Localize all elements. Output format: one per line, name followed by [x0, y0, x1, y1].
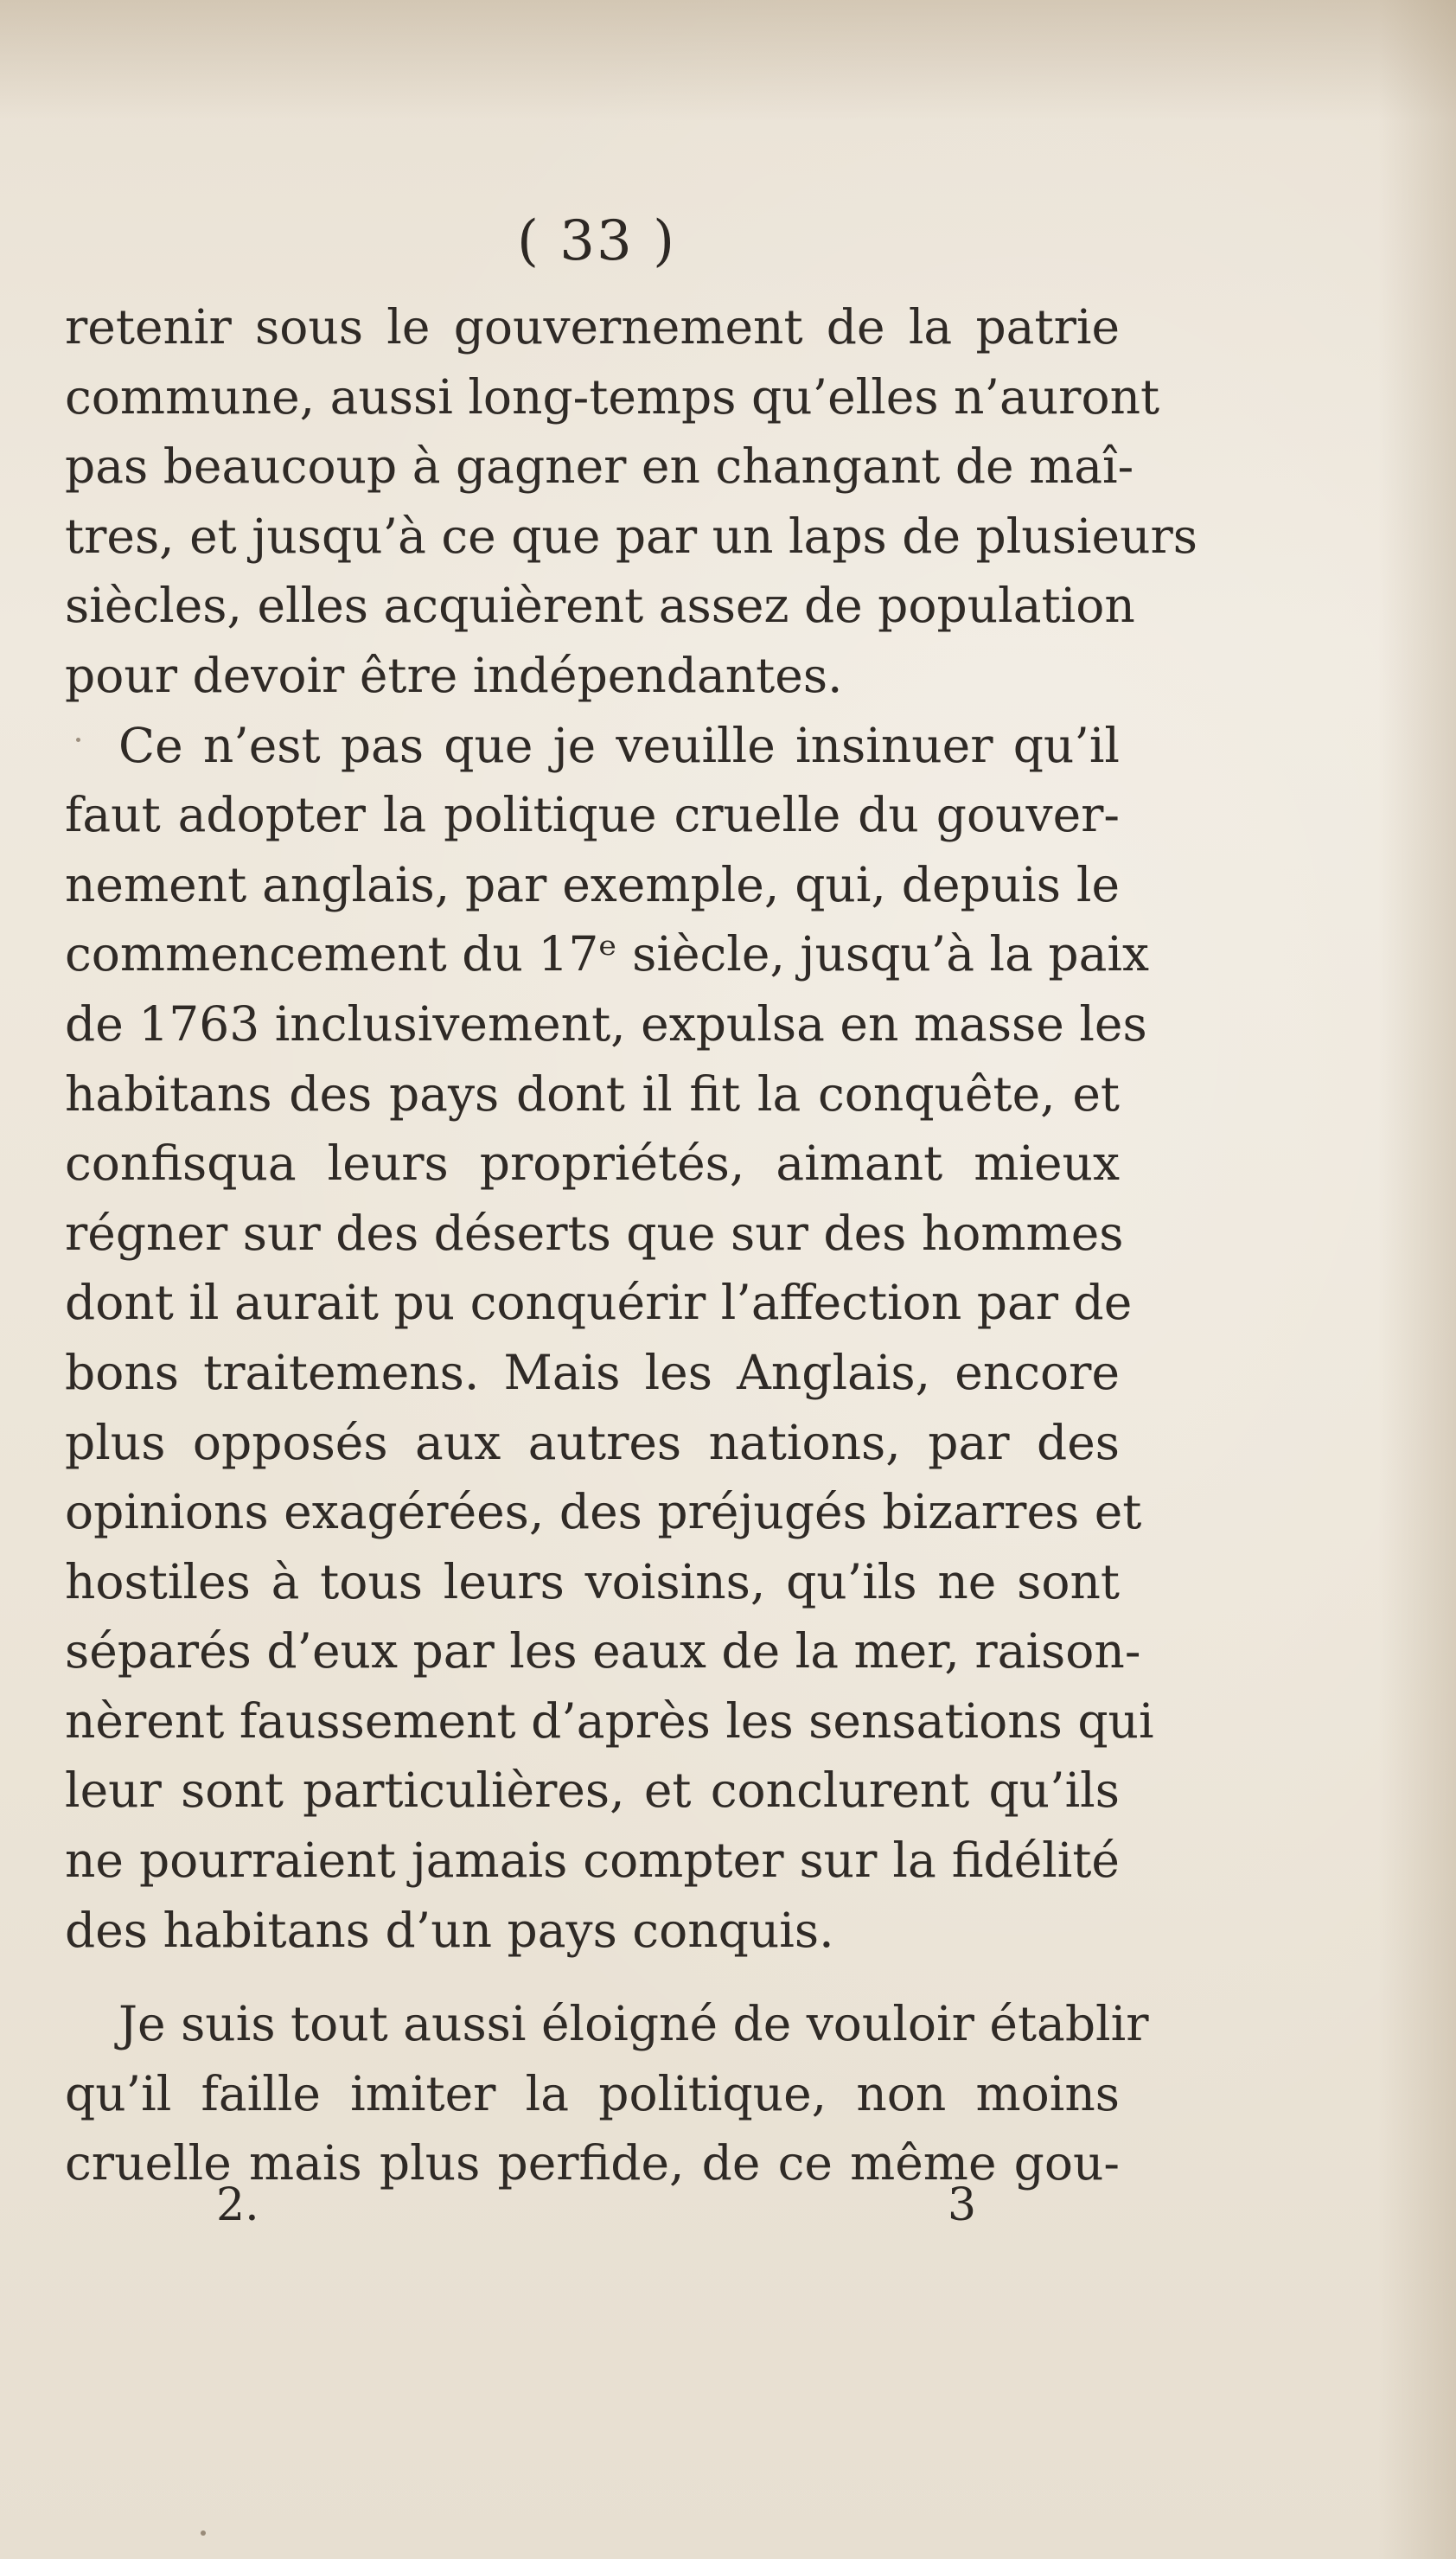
text-line: siècles, elles acquièrent assez de population	[65, 578, 1135, 634]
text-line: confisqua leurs propriétés, aimant mieux	[65, 1136, 1120, 1192]
foxing-spot	[201, 2530, 206, 2536]
text-line: habitans des pays dont il fit la conquête, et	[65, 1065, 1120, 1122]
page-footer	[0, 2179, 1456, 2240]
signature-mark: 2.	[216, 2179, 259, 2231]
text-line: commune, aussi long-temps qu’elles n’auront	[65, 368, 1160, 425]
text-line: pas beaucoup à gagner en changant de maî-	[65, 438, 1134, 495]
body-text	[65, 292, 1198, 2198]
text-line: Ce n’est pas que je veuille insinuer qu’il	[118, 717, 1120, 773]
text-line: régner sur des déserts que sur des hommes	[65, 1205, 1124, 1261]
text-line: dont il aurait pu conquérir l’affection par de	[65, 1275, 1133, 1331]
text-line: commencement du 17ᵉ siècle, jusqu’à la paix	[65, 926, 1149, 982]
text-line: nement anglais, par exemple, qui, depuis le	[65, 856, 1120, 912]
text-line: opinions exagérées, des préjugés bizarres et	[65, 1484, 1142, 1540]
text-line: retenir sous le gouvernement de la patrie	[65, 299, 1120, 355]
text-line: cruelle mais plus perfide, de ce même gou-	[65, 2135, 1120, 2191]
text-line: leur sont particulières, et conclurent qu’ils	[65, 1763, 1120, 1819]
text-line: qu’il faille imiter la politique, non moins	[65, 2065, 1120, 2121]
page-number-header: ( 33 )	[516, 209, 677, 273]
text-line: nèrent faussement d’après les sensations qui	[65, 1692, 1154, 1749]
folio-number: 3	[948, 2179, 977, 2231]
text-line: séparés d’eux par les eaux de la mer, raison-	[65, 1623, 1141, 1679]
text-line: ne pourraient jamais compter sur la fidélité	[65, 1833, 1120, 1889]
text-line: pour devoir être indépendantes.	[65, 647, 843, 703]
text-line: hostiles à tous leurs voisins, qu’ils ne sont	[65, 1553, 1120, 1609]
text-line: bons traitemens. Mais les Anglais, encore	[65, 1344, 1120, 1400]
text-line: de 1763 inclusivement, expulsa en masse les	[65, 995, 1147, 1052]
text-line: plus opposés aux autres nations, par des	[65, 1414, 1120, 1470]
text-line: faut adopter la politique cruelle du gouver-	[65, 787, 1120, 843]
text-line: tres, et jusqu’à ce que par un laps de plusieurs	[65, 508, 1198, 564]
text-line: des habitans d’un pays conquis.	[65, 1902, 834, 1958]
text-line: Je suis tout aussi éloigné de vouloir établir	[118, 1996, 1149, 2052]
foxing-spot	[76, 738, 80, 742]
